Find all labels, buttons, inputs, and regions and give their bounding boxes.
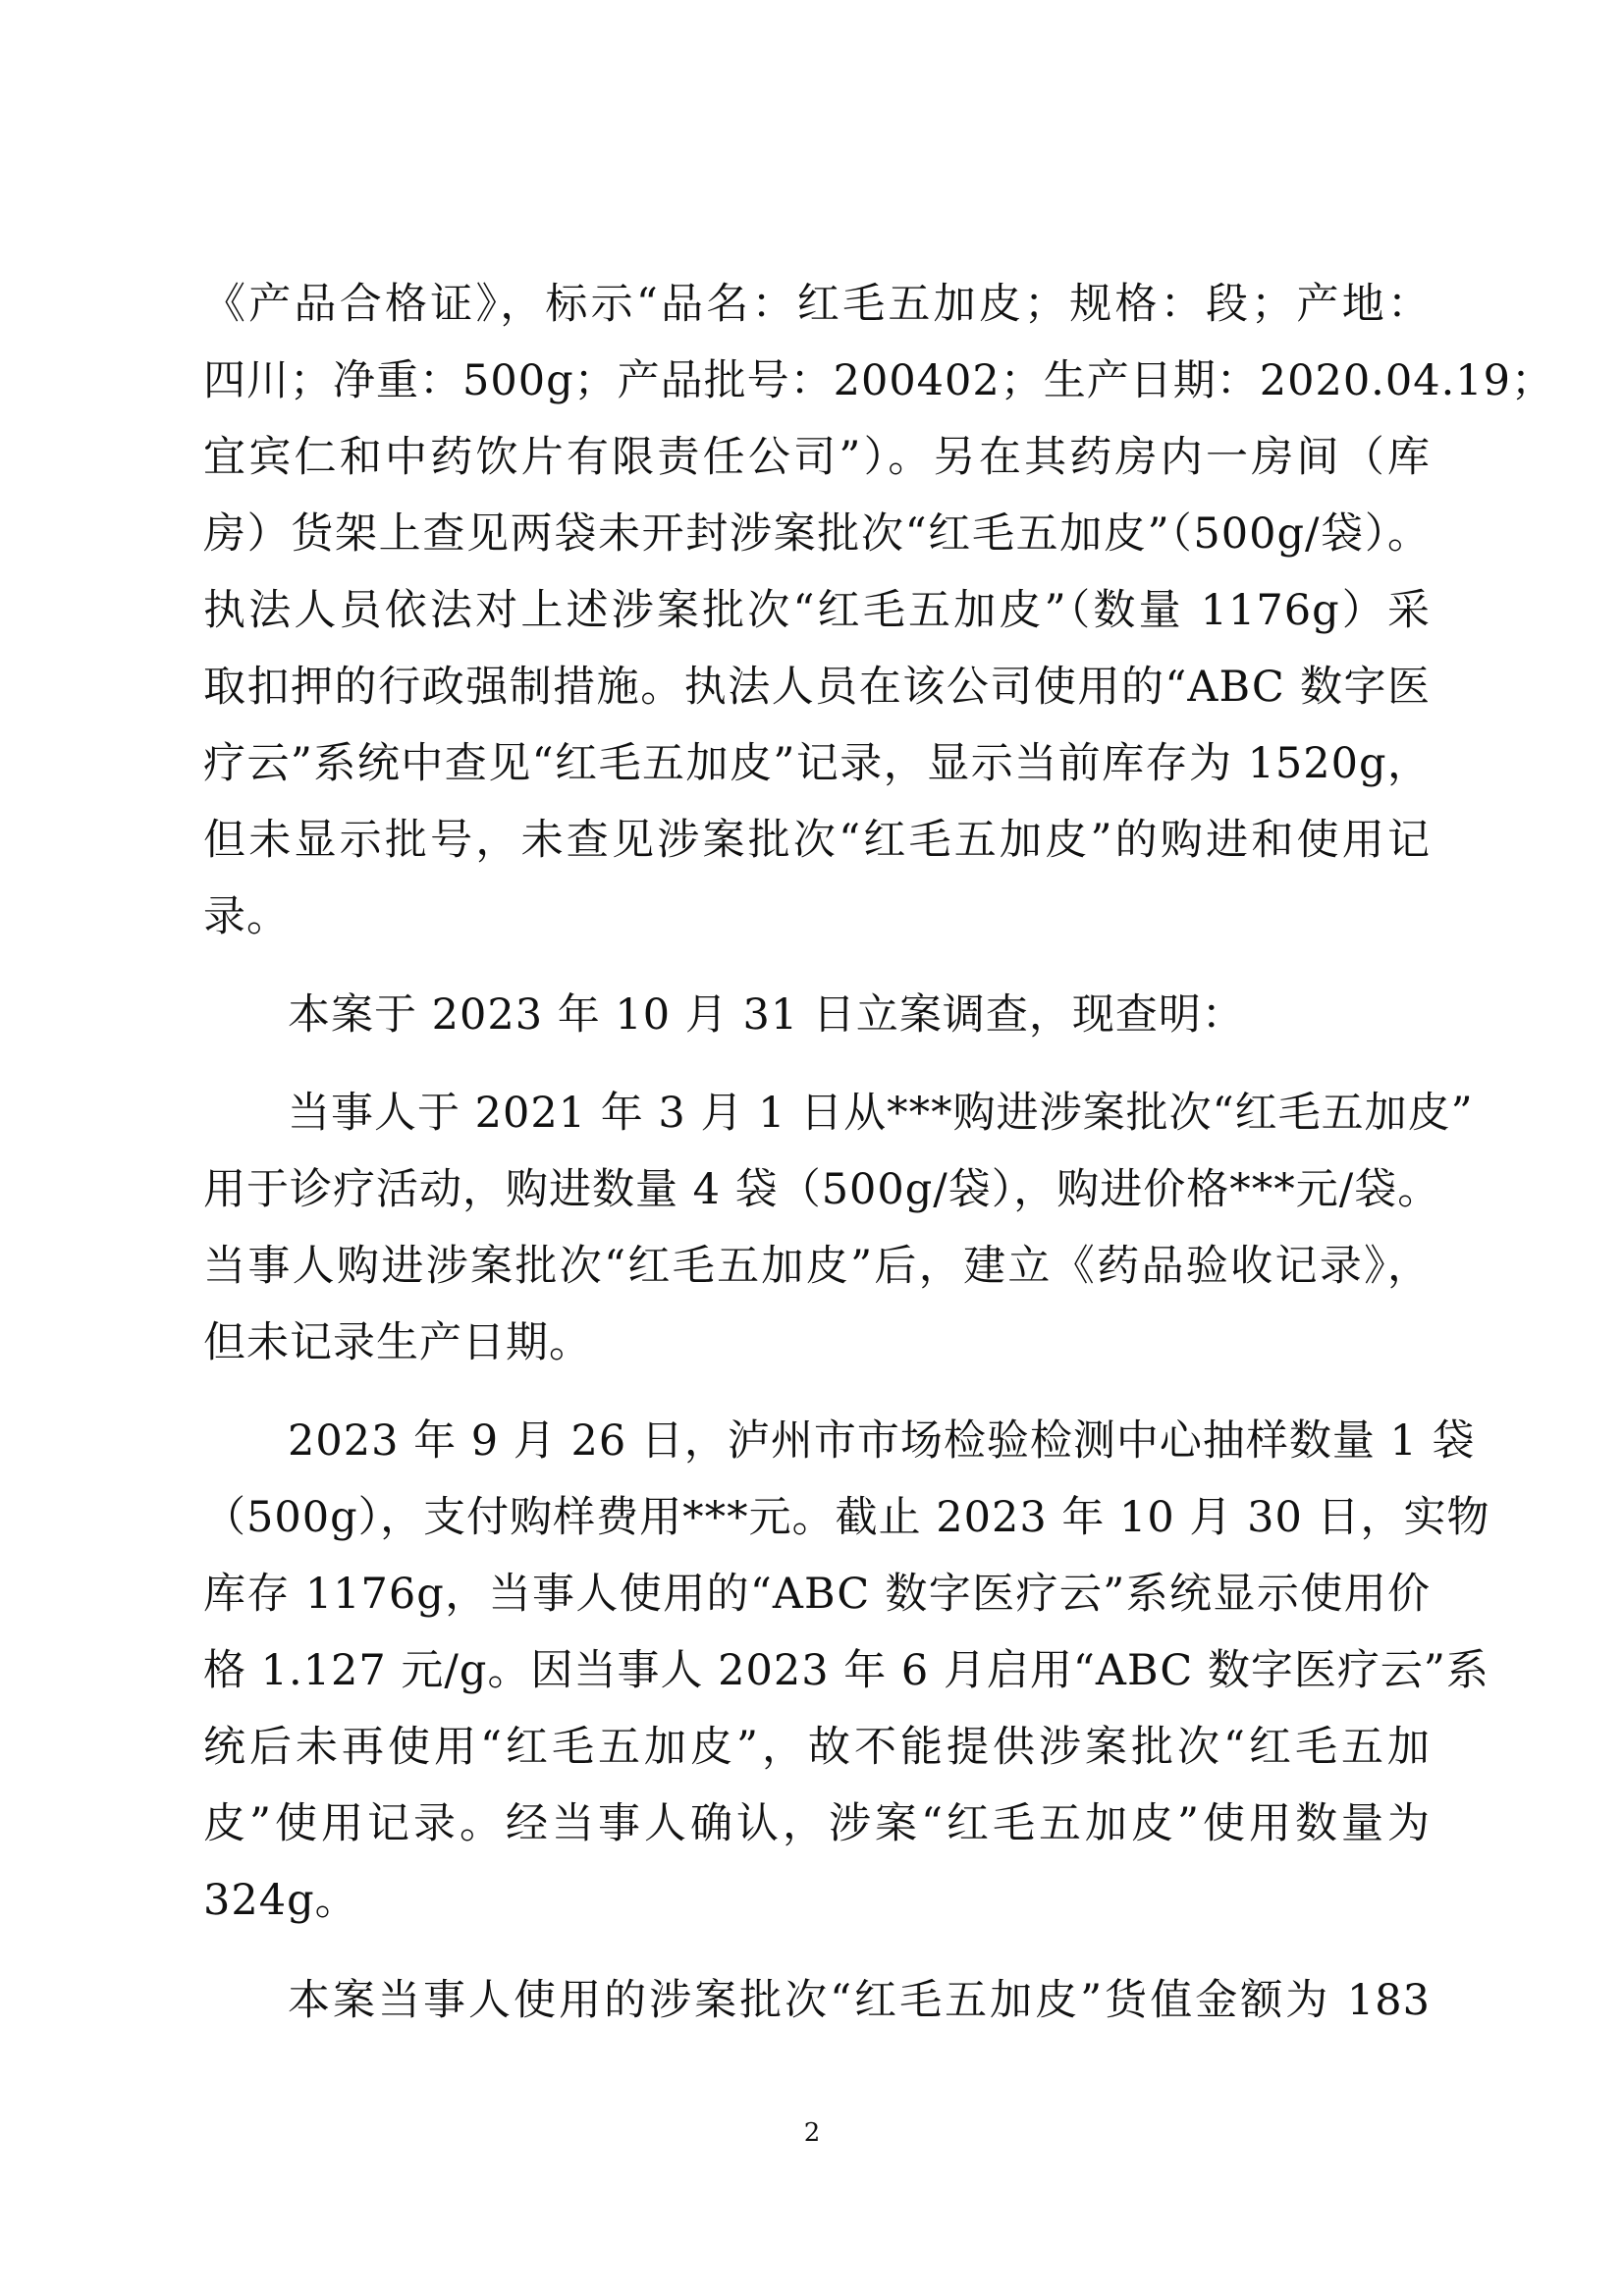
text-line: 《产品合格证》，标示“品名：红毛五加皮；规格：段；产地：: [203, 280, 1431, 329]
text-line: 格 1.127 元/g。因当事人 2023 年 6 月启用“ABC 数字医疗云”系: [203, 1646, 1489, 1695]
text-line: 用于诊疗活动，购进数量 4 袋（500g/袋），购进价格***元/袋。: [203, 1165, 1441, 1214]
text-line: （500g），支付购样费用***元。截止 2023 年 10 月 30 日，实物: [203, 1493, 1490, 1542]
paragraph-first-line: 当事人于 2021 年 3 月 1 日从***购进涉案批次“红毛五加皮”: [288, 1089, 1474, 1138]
page-number: 2: [803, 2118, 821, 2148]
text-line: 324g。: [203, 1876, 358, 1925]
paragraph-first-line: 本案当事人使用的涉案批次“红毛五加皮”货值金额为 183: [288, 1976, 1431, 2025]
text-line: 疗云”系统中查见“红毛五加皮”记录，显示当前库存为 1520g，: [203, 739, 1431, 788]
paragraph-first-line: 2023 年 9 月 26 日，泸州市市场检验检测中心抽样数量 1 袋: [288, 1416, 1476, 1466]
text-line: 宜宾仁和中药饮片有限责任公司”）。另在其药房内一房间（库: [203, 433, 1431, 482]
text-line: 当事人购进涉案批次“红毛五加皮”后，建立《药品验收记录》，: [203, 1242, 1431, 1291]
text-line: 库存 1176g，当事人使用的“ABC 数字医疗云”系统显示使用价: [203, 1570, 1431, 1619]
text-line: 执法人员依法对上述涉案批次“红毛五加皮”（数量 1176g）采: [203, 586, 1431, 635]
text-line: 统后未再使用“红毛五加皮”，故不能提供涉案批次“红毛五加: [203, 1723, 1431, 1772]
text-line: 但未显示批号，未查见涉案批次“红毛五加皮”的购进和使用记: [203, 816, 1431, 865]
text-line: 皮”使用记录。经当事人确认，涉案“红毛五加皮”使用数量为: [203, 1799, 1431, 1848]
text-line: 房）货架上查见两袋未开封涉案批次“红毛五加皮”（500g/袋）。: [203, 509, 1431, 559]
text-line: 四川；净重：500g；产品批号：200402；生产日期：2020.04.19；: [203, 356, 1554, 405]
paragraph-first-line: 本案于 2023 年 10 月 31 日立案调查，现查明：: [288, 990, 1245, 1040]
text-line: 取扣押的行政强制措施。执法人员在该公司使用的“ABC 数字医: [203, 663, 1431, 712]
text-line: 但未记录生产日期。: [203, 1318, 592, 1367]
text-line: 录。: [203, 892, 290, 941]
